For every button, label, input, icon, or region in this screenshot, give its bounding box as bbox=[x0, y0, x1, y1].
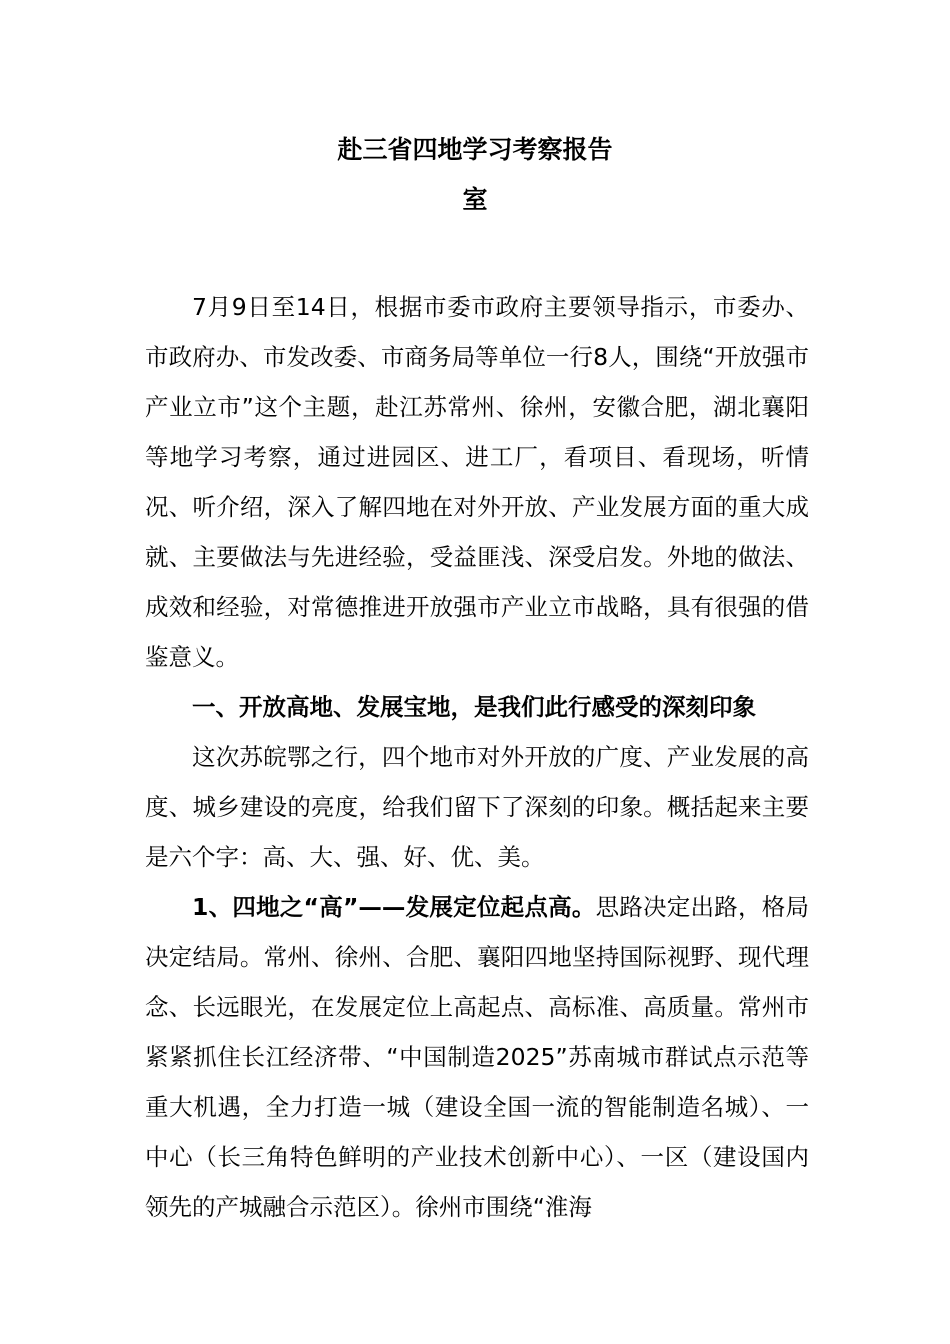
document-title: 赴三省四地学习考察报告 bbox=[337, 135, 613, 164]
document-subtitle: 室 bbox=[462, 185, 488, 214]
point-1-text: 思路决定出路，格局决定结局。常州、徐州、合肥、襄阳四地坚持国际视野、现代理念、长远眼光，在发展定位上高起点、高标准、高质量。常州市紧紧抓住长江经济带、“中国制造2025”苏南城市群试点示范等重大机遇，全力打造一城（建设全国一流的智能制造名城）、一中心（长三角特色鲜明的产业技术创新中心）、一区（建设国内领先的产城融合示范区）。徐州市围绕“淮海 bbox=[145, 893, 809, 1221]
paragraph-point-1 bbox=[145, 882, 809, 1232]
point-1-lead: 1、四地之“高”——发展定位起点高。 bbox=[192, 893, 596, 921]
document-body bbox=[145, 282, 809, 1232]
section-heading-1: 一、开放高地、发展宝地，是我们此行感受的深刻印象 bbox=[192, 693, 756, 721]
paragraph-impression: 这次苏皖鄂之行，四个地市对外开放的广度、产业发展的高度、城乡建设的亮度，给我们留下了深刻的印象。概括起来主要是六个字：高、大、强、好、优、美。 bbox=[145, 743, 809, 871]
paragraph-intro: 7月9日至14日，根据市委市政府主要领导指示，市委办、市政府办、市发改委、市商务局等单位一行8人，围绕“开放强市产业立市”这个主题，赴江苏常州、徐州，安徽合肥，湖北襄阳等地学习考察，通过进园区、进工厂，看项目、看现场，听情况、听介绍，深入了解四地在对外开放、产业发展方面的重大成就、主要做法与先进经验，受益匪浅、深受启发。外地的做法、成效和经验，对常德推进开放强市产业立市战略，具有很强的借鉴意义。 bbox=[145, 293, 809, 671]
